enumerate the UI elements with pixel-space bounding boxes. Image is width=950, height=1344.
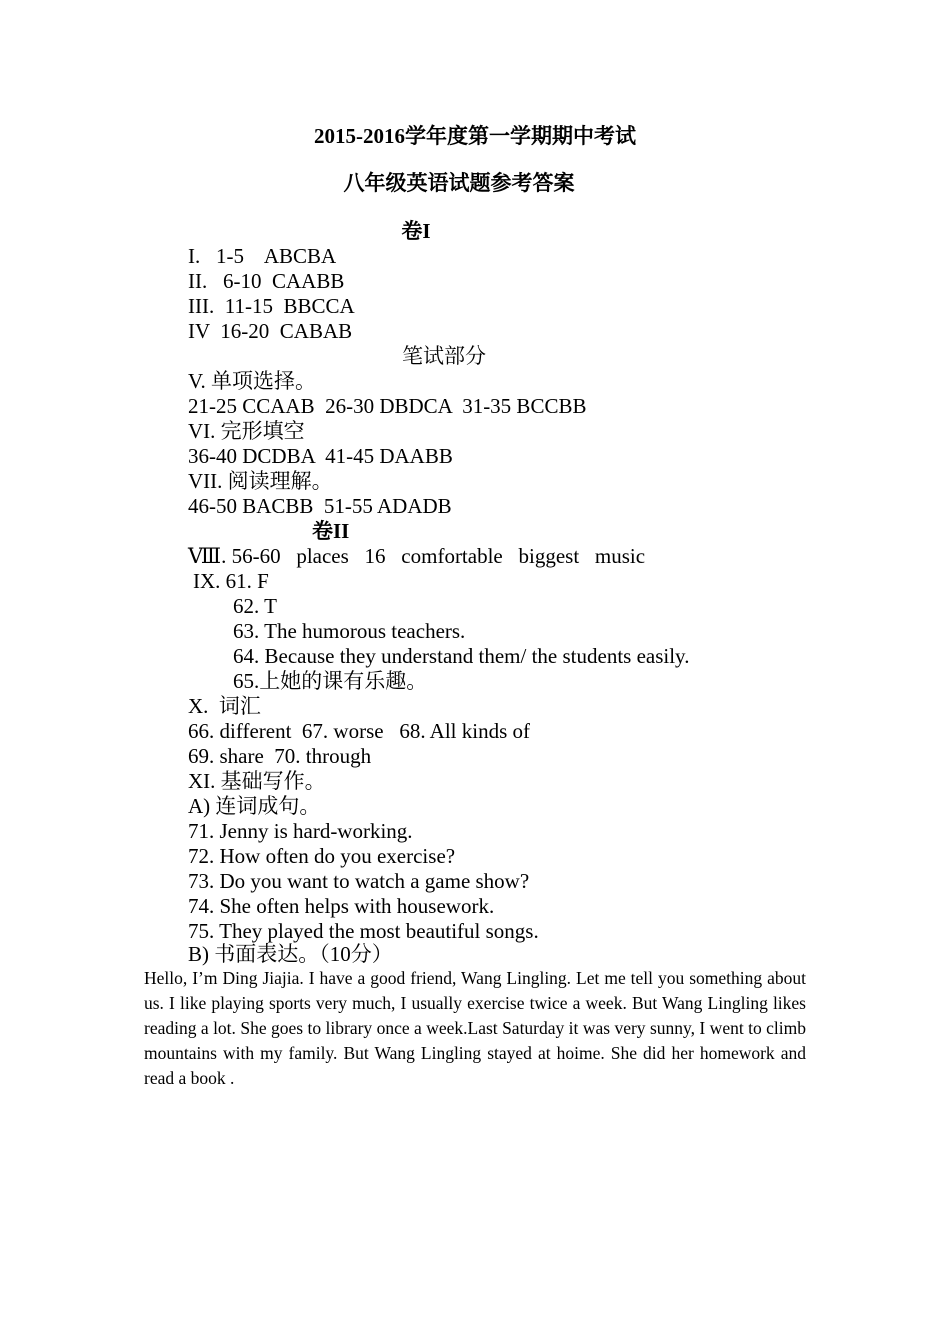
section-heading-1: 卷I [401, 219, 431, 243]
part-x-answers-2: 69. share 70. through [188, 744, 372, 768]
part-ix-answer-63: 63. The humorous teachers. [233, 619, 466, 643]
written-section-heading: 笔试部分 [402, 344, 486, 368]
document-title: 2015-2016学年度第一学期期中考试 [314, 124, 636, 148]
sentence-answer-74: 74. She often helps with housework. [188, 894, 495, 918]
part-xi-a-title: A) 连词成句。 [188, 794, 321, 818]
part-xi-title: XI. 基础写作。 [188, 769, 326, 793]
part-vii-answers: 46-50 BACBB 51-55 ADADB [188, 494, 452, 518]
part-v-answers: 21-25 CCAAB 26-30 DBDCA 31-35 BCCBB [188, 394, 587, 418]
document-subtitle: 八年级英语试题参考答案 [343, 171, 575, 195]
part-ix-answer-65: 65.上她的课有乐趣。 [233, 669, 428, 693]
listening-answer-4: IV 16-20 CABAB [188, 319, 353, 343]
part-xi-b-title: B) 书面表达。（10分） [188, 942, 393, 966]
part-vi-title: VI. 完形填空 [188, 419, 305, 443]
part-x-title: X. 词汇 [188, 694, 261, 718]
sentence-answer-73: 73. Do you want to watch a game show? [188, 869, 530, 893]
section-heading-2: 卷II [312, 519, 350, 543]
listening-answer-1: I. 1-5 ABCBA [188, 244, 337, 268]
part-vii-title: VII. 阅读理解。 [188, 469, 333, 493]
part-ix-answer-64: 64. Because they understand them/ the students easily. [233, 644, 690, 668]
listening-answer-3: III. 11-15 BBCCA [188, 294, 355, 318]
part-vi-answers: 36-40 DCDBA 41-45 DAABB [188, 444, 453, 468]
listening-answer-2: II. 6-10 CAABB [188, 269, 345, 293]
part-viii-answers: Ⅷ. 56-60 places 16 comfortable biggest music [188, 544, 646, 568]
sentence-answer-71: 71. Jenny is hard-working. [188, 819, 413, 843]
sample-essay: Hello, I’m Ding Jiajia. I have a good friend, Wang Lingling. Let me tell you something about us. I like playing sports very much, I usually exercise twice a week. But Wang Lingling likes reading a lot. She goes to library once a week.Last Saturday it was very sunny, I went to climb mountains with my family. But Wang Lingling stayed at hoime. She did her homework and read a book . [144, 968, 806, 1088]
part-x-answers-1: 66. different 67. worse 68. All kinds of [188, 719, 530, 743]
part-v-title: V. 单项选择。 [188, 369, 316, 393]
sentence-answer-72: 72. How often do you exercise? [188, 844, 456, 868]
sentence-answer-75: 75. They played the most beautiful songs. [188, 919, 539, 943]
part-ix-answer-61: IX. 61. F [193, 569, 269, 593]
part-ix-answer-62: 62. T [233, 594, 277, 618]
